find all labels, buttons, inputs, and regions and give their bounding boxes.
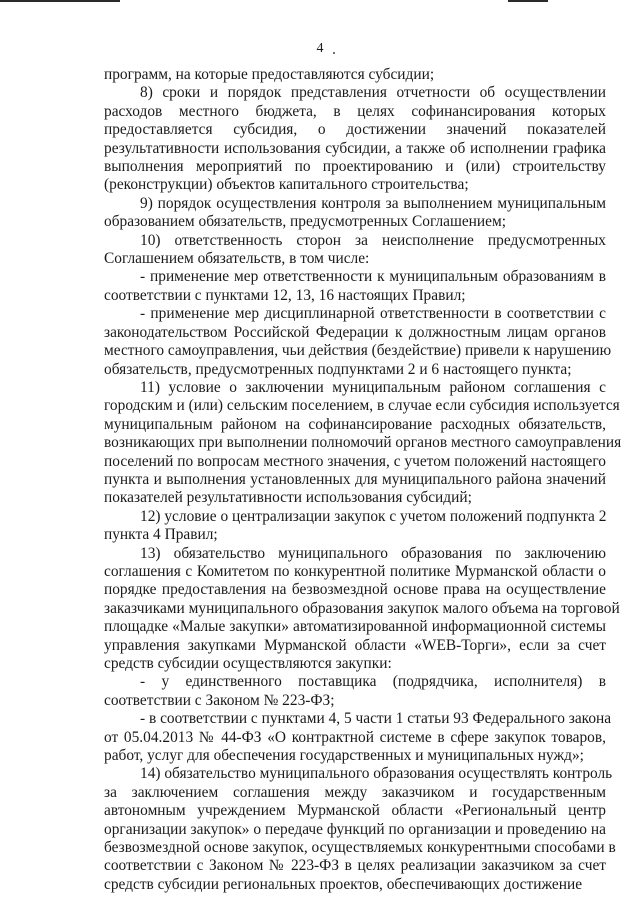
text-line: работ, услуг для обеспечения государственных и муниципальных нужд»; xyxy=(104,747,584,765)
paragraph xyxy=(104,66,606,84)
text-line: заказчиками муниципального образования закупок малого объема на торговой xyxy=(104,599,620,617)
paragraph xyxy=(104,710,612,765)
text-line: местного самоуправления, чьи действия (бездействие) привели к нарушению xyxy=(104,342,612,360)
text-line: - в соответствии с пунктами 4, 5 части 1 статьи 93 Федерального закона xyxy=(140,710,612,728)
text-line: соответствии с пунктами 12, 13, 16 настоящих Правил; xyxy=(104,286,466,304)
paragraph xyxy=(104,84,606,194)
text-line: программ, на которые предоставляются субсидии; xyxy=(104,66,435,83)
text-line: от 05.04.2013 № 44-ФЗ «О контрактной системе в сфере закупок товаров, xyxy=(104,728,606,746)
text-line: организации закупок» о передаче функций по организации и проведению на xyxy=(104,820,606,838)
text-line: 8) сроки и порядок представления отчетности об осуществлении xyxy=(140,84,606,102)
scan-speck xyxy=(333,52,335,54)
paragraph xyxy=(104,765,616,894)
page-number: 4 xyxy=(316,41,324,56)
text-line: поселений по вопросам местного значения, с учетом положений настоящего xyxy=(104,452,606,470)
text-line: пункта 4 Правил; xyxy=(104,526,218,544)
text-line: 12) условие о централизации закупок с учетом положений подпункта 2 xyxy=(140,507,607,525)
text-line: 14) обязательство муниципального образования осуществлять контроль xyxy=(140,765,613,783)
text-line: соглашения с Комитетом по конкурентной политике Мурманской области о xyxy=(104,562,606,580)
text-line: средств субсидии региональных проектов, обеспечивающих достижение xyxy=(104,875,583,893)
text-line: законодательством Российской Федерации к должностным лицам органов xyxy=(104,323,606,341)
scan-mark-right xyxy=(508,0,548,2)
text-line: возникающих при выполнении полномочий органов местного самоуправления xyxy=(104,434,622,452)
text-line: Соглашением обязательств, в том числе: xyxy=(104,250,370,268)
paragraph xyxy=(104,195,606,232)
document-body xyxy=(104,66,622,894)
text-line: средств субсидии осуществляются закупки: xyxy=(104,655,392,672)
text-line: площадке «Малые закупки» автоматизированной информационной системы xyxy=(104,618,606,636)
text-line: 9) порядок осуществления контроля за выполнением муниципальным xyxy=(140,194,606,212)
paragraph xyxy=(104,232,606,269)
text-line: обязательств, предусмотренных подпунктами 2 и 6 настоящего пункта; xyxy=(104,360,572,378)
paragraph xyxy=(104,268,606,305)
text-line: (реконструкции) объектов капитального строительства; xyxy=(104,176,469,194)
text-line: 11) условие о заключении муниципальным районом соглашения с xyxy=(140,378,606,396)
text-line: - у единственного поставщика (подрядчика, исполнителя) в xyxy=(140,673,606,691)
text-line: безвозмездной основе закупок, осуществляемых конкурентными способами в xyxy=(104,839,616,857)
paragraph xyxy=(104,673,606,710)
paragraph xyxy=(104,544,620,674)
text-line: предоставляется субсидия, о достижении значений показателей xyxy=(104,121,606,139)
text-line: управления закупками Мурманской области «WEB-Торги», если за счет xyxy=(104,636,606,654)
text-line: выполнения мероприятий по проектированию и (или) строительству xyxy=(104,158,606,176)
text-line: результативности использования субсидии, а также об исполнении графика xyxy=(104,139,606,157)
scan-edge-marks xyxy=(0,0,640,6)
text-line: муниципальным районом на софинансирование расходных обязательств, xyxy=(104,415,606,433)
text-line: показателей результативности использования субсидий; xyxy=(104,489,472,507)
text-line: пункта и выполнения установленных для муниципального района значений xyxy=(104,470,606,488)
text-line: расходов местного бюджета, в целях софинансирования которых xyxy=(104,102,606,120)
scan-mark-left xyxy=(0,0,120,2)
text-line: образованием обязательств, предусмотренных Соглашением; xyxy=(104,213,506,231)
text-line: соответствии с Законом № 223-ФЗ в целях реализации заказчиком за счет xyxy=(104,857,606,875)
text-line: городским и (или) сельским поселением, в случае если субсидия используется xyxy=(104,397,620,415)
text-line: соответствии с Законом № 223-ФЗ; xyxy=(104,691,335,709)
text-line: 13) обязательство муниципального образования по заключению xyxy=(140,544,606,562)
text-line: за заключением соглашения между заказчиком и государственным xyxy=(104,783,606,801)
paragraph xyxy=(104,508,606,545)
paragraph xyxy=(104,305,612,379)
paragraph xyxy=(104,378,622,508)
text-line: - применение мер ответственности к муниципальным образованиям в xyxy=(140,268,606,286)
text-line: автономным учреждением Мурманской области «Региональный центр xyxy=(104,802,606,820)
text-line: 10) ответственность сторон за неисполнение предусмотренных xyxy=(140,231,606,249)
text-line: порядке предоставления на безвозмездной основе права на осуществление xyxy=(104,581,606,599)
text-line: - применение мер дисциплинарной ответственности в соответствии с xyxy=(140,305,606,323)
